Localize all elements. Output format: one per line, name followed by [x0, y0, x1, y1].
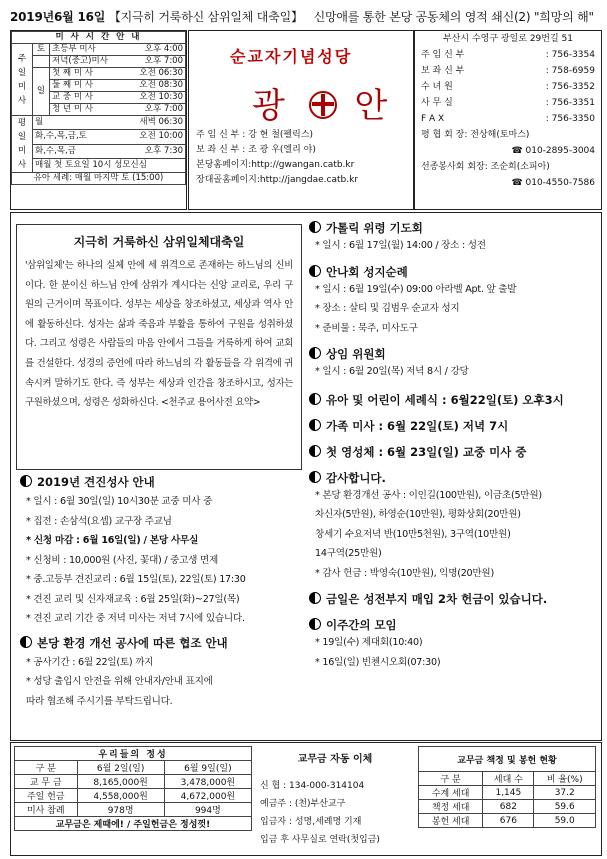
table-header: 비 율(%) — [534, 772, 596, 786]
auto-line: 입금 후 사무실로 연락(첫입금) — [260, 835, 380, 845]
table-row: 수계 세대 1,145 37.2 — [419, 786, 596, 800]
mass-time: 오전 10:30 — [139, 92, 183, 102]
list-item: * 일시 : 6월 30일(일) 10시30분 교중 미사 중 — [26, 496, 213, 507]
auto-line: 신 협 : 134-000-314104 — [260, 781, 365, 791]
half-circle-bullet-icon — [309, 419, 321, 431]
contact-value: : 756-3354 — [545, 50, 595, 60]
feature-body: '삼위일체'는 하나의 실체 안에 세 위격으로 존재하는 하느님의 신비이다. 한 분이신 하느님 안에 삼위가 계시다는 신앙 교리로, 우리 구원의 근거이며 목표이다. 성부는 세상을 창조하셨고, 세상과 역사 안에 활동하신다. 성자는 삶과 죽음과 부활을 통하여 구원을 성취하셨다. 그리고 성령은 사람들의 마음 안에서 그들을 거룩하게 하여 교회를 건설한다. 성경의 증언에 따라 하느님의 각 활동들을 각 위격에 귀속시켜 말하기도 한다. 즉 성부는 세상과 인간을 창조하시고, 성자는 구원하셨으며, 성령은 성화하신다. <천주교 용어사전 요약> — [25, 260, 293, 409]
half-circle-bullet-icon — [309, 592, 321, 604]
sat-label: 토 — [33, 44, 50, 56]
stats-title: 우리들의 정성 — [15, 747, 252, 761]
sun-label: 일 — [33, 68, 50, 116]
stats-note: 교무금은 제때에! / 주일헌금은 정성껏! — [15, 817, 252, 831]
half-circle-bullet-icon — [309, 445, 321, 457]
half-circle-bullet-icon — [20, 636, 32, 648]
feature-title: 지극히 거룩하신 삼위일체대축일 — [73, 235, 245, 249]
half-circle-bullet-icon — [309, 471, 321, 483]
mass-time: 오전 10:00 — [139, 131, 183, 142]
list-item: * 16일(일) 빈첸시오회(07:30) — [315, 656, 441, 668]
auto-line: 예금주 : (천)부산교구 — [260, 799, 346, 809]
tithe-rate-table — [418, 746, 596, 828]
table-header: 구 분 — [419, 772, 483, 786]
issue-date: 2019년6월 16일 — [10, 10, 106, 24]
list-item: * 일시 : 6월 17일(월) 14:00 / 장소 : 성전 — [315, 240, 486, 251]
auto-line: 입금자 : 성명,세례명 기재 — [260, 817, 362, 827]
year-theme: 신망애를 통한 본당 공동체의 영적 쇄신(2) "희망의 해" — [313, 10, 594, 24]
left-column — [20, 474, 310, 711]
section-title: 첫 영성체 : 6월 23일(일) 교중 미사 중 — [309, 444, 597, 460]
mass-time: 오후 7:00 — [144, 56, 183, 66]
contact-value: : 756-3352 — [545, 82, 595, 92]
church-name-big — [252, 78, 393, 127]
half-circle-bullet-icon — [309, 347, 321, 359]
weekend-label: 주일미사 — [12, 44, 33, 116]
section-title: 본당 환경 개선 공사에 따른 협조 안내 — [20, 635, 310, 651]
table-row: 교 무 금 8,165,000원 3,478,000원 — [15, 775, 252, 789]
right-column — [309, 220, 597, 672]
contact-key: 보 좌 신 부 — [421, 66, 465, 76]
contact-value: : 756-3350 — [545, 114, 595, 124]
contact-key: 수 녀 원 — [421, 82, 453, 92]
mass-name: 저녁(중고)미사 — [52, 56, 108, 66]
address: 부산시 수영구 광일로 29번길 51 — [443, 34, 573, 44]
section-title: 이주간의 모임 — [309, 617, 597, 633]
section-title: 상임 위원회 — [309, 346, 597, 362]
mass-name: 첫 째 미 사 — [52, 68, 93, 78]
list-item: * 신청비 : 10,000원 (사진, 꽃대) / 중고생 면제 — [26, 554, 218, 566]
table-header: 6월 2일(일) — [77, 761, 164, 775]
section-title: 유아 및 어린이 세례식 : 6월22일(토) 오후3시 — [309, 392, 597, 408]
table-row: 주일 헌금 4,558,000원 4,672,000원 — [15, 789, 252, 803]
church-info — [196, 128, 358, 188]
list-item: * 준비물 : 묵주, 미사도구 — [315, 322, 418, 334]
chair-phone: ☎ 010-2895-3004 — [511, 146, 595, 156]
list-item: * 중.고등부 견진교리 : 6월 15일(토), 22일(토) 17:30 — [26, 574, 246, 585]
contact-key: 주 임 신 부 — [421, 50, 465, 60]
church-name-left: 광 — [252, 86, 291, 126]
mission-phone: ☎ 010-4550-7586 — [511, 178, 595, 188]
mass-schedule — [10, 30, 187, 210]
table-header: 6월 9일(일) — [164, 761, 251, 775]
mass-time: 오전 08:30 — [139, 80, 183, 90]
contact-key: 사 무 실 — [421, 98, 453, 108]
contact-block — [414, 30, 602, 210]
auto-transfer-box — [260, 746, 410, 849]
monthly-note: 매월 첫 토요일 10시 성모신심 — [33, 158, 186, 172]
half-circle-bullet-icon — [20, 475, 32, 487]
homepage-link[interactable]: 본당홈페이지:http://gwangan.catb.kr — [196, 160, 355, 170]
cross-logo-icon — [308, 89, 338, 119]
table-row: 책정 세대 682 59.6 — [419, 800, 596, 814]
infant-baptism-note: 유아 세례: 매월 마지막 토 (15:00) — [12, 173, 186, 185]
table-header: 구 분 — [15, 761, 78, 775]
list-item: * 감사 헌금 : 박영숙(10만원), 익명(20만원) — [315, 567, 494, 579]
auto-title: 교무금 자동 이체 — [297, 754, 373, 765]
mass-time: 새벽 06:30 — [139, 117, 183, 128]
list-item: * 집전 : 손삼석(요셉) 교구장 주교님 — [26, 515, 172, 527]
list-item: * 장소 : 살티 및 김범우 순교자 성지 — [315, 303, 460, 314]
list-item: * 일시 : 6월 19일(수) 09:00 아라벨 Apt. 앞 출발 — [315, 283, 517, 295]
section-title: 가족 미사 : 6월 22일(토) 저녁 7시 — [309, 418, 597, 434]
church-name-small: 순교자기념성당 — [230, 47, 353, 66]
list-item: 창세기 수요저녁 반(10만5천원), 3구역(10만원) — [315, 528, 511, 540]
weekday-label: 평일미사 — [12, 116, 33, 173]
mass-name: 둘 째 미 사 — [52, 80, 93, 90]
mass-time: 오전 06:30 — [139, 68, 183, 78]
half-circle-bullet-icon — [309, 393, 321, 405]
half-circle-bullet-icon — [309, 221, 321, 233]
mass-time: 오후 4:00 — [144, 44, 183, 54]
offering-stats-table — [14, 746, 252, 831]
mass-name: 교 중 미 사 — [52, 92, 93, 102]
list-item: 14구역(25만원) — [315, 548, 382, 559]
table-header: 세대 수 — [483, 772, 534, 786]
mass-name: 화,수,목,금 — [35, 145, 76, 156]
list-item: 차신자(5만원), 하영순(10만원), 평화상회(20만원) — [315, 509, 521, 520]
table-row: 봉헌 세대 676 59.0 — [419, 814, 596, 828]
council-chair: 평 협 회 장: 전상해(토마스) — [421, 130, 530, 140]
list-item: * 일시 : 6월 20일(목) 저녁 8시 / 강당 — [315, 366, 469, 377]
list-item: * 신청 마감 : 6월 16일(일) / 본당 사무실 — [26, 535, 199, 546]
mass-name: 초등부 미사 — [52, 44, 96, 54]
mission-head: 선종봉사회 회장: 조순희(소피아) — [421, 162, 550, 172]
half-circle-bullet-icon — [309, 265, 321, 277]
list-item: * 견진 교리 기간 중 저녁 미사는 저녁 7시에 있습니다. — [26, 613, 245, 624]
section-title: 가톨릭 위령 기도회 — [309, 220, 597, 236]
table-row: 미사 참례 978명 994명 — [15, 803, 252, 817]
homepage-link-2[interactable]: 장대골홈페이지:http://jangdae.catb.kr — [196, 175, 358, 185]
list-item: * 성당 출입시 안전을 위해 안내자/안내 표지에 — [26, 676, 213, 687]
mass-name: 월 — [35, 117, 44, 128]
section-title: 감사합니다. — [309, 470, 597, 486]
section-title: 2019년 견진성사 안내 — [20, 474, 310, 490]
header-line — [10, 8, 600, 25]
feast-title: 【지극히 거룩하신 삼위일체 대축일】 — [108, 10, 303, 24]
list-item: 따라 협조해 주시기를 부탁드립니다. — [26, 695, 173, 707]
list-item: * 견진 교리 및 신자재교육 : 6월 25일(화)~27일(목) — [26, 593, 240, 605]
half-circle-bullet-icon — [309, 618, 321, 630]
contact-key: F A X — [421, 114, 445, 124]
feature-box — [16, 224, 302, 470]
contact-value: : 758-6959 — [545, 66, 595, 76]
mass-schedule-title: 미 사 시 간 안 내 — [12, 32, 186, 44]
mass-time: 오후 7:30 — [144, 145, 183, 156]
list-item: * 본당 환경개선 공사 : 이인길(100만원), 이금초(5만원) — [315, 489, 542, 501]
contact-value: : 756-3351 — [545, 98, 595, 108]
section-title: 안나회 성지순례 — [309, 264, 597, 280]
mass-name: 청 년 미 사 — [52, 104, 93, 114]
list-item: * 공사기간 : 6월 22일(토) 까지 — [26, 656, 154, 668]
church-name-right: 안 — [354, 86, 394, 126]
section-title: 금일은 성전부지 매입 2차 헌금이 있습니다. — [309, 591, 597, 607]
mass-name: 화,수,목,금,토 — [35, 131, 87, 142]
list-item: * 19일(수) 제대회(10:40) — [315, 637, 423, 648]
mass-time: 오후 7:00 — [144, 104, 183, 114]
assistant-pastor: 보 좌 신 부 : 조 광 우(엘리 야) — [196, 145, 316, 155]
rate-title: 교무금 책정 및 봉헌 현황 — [419, 747, 596, 772]
pastor: 주 임 신 부 : 강 현 철(펠릭스) — [196, 130, 314, 140]
